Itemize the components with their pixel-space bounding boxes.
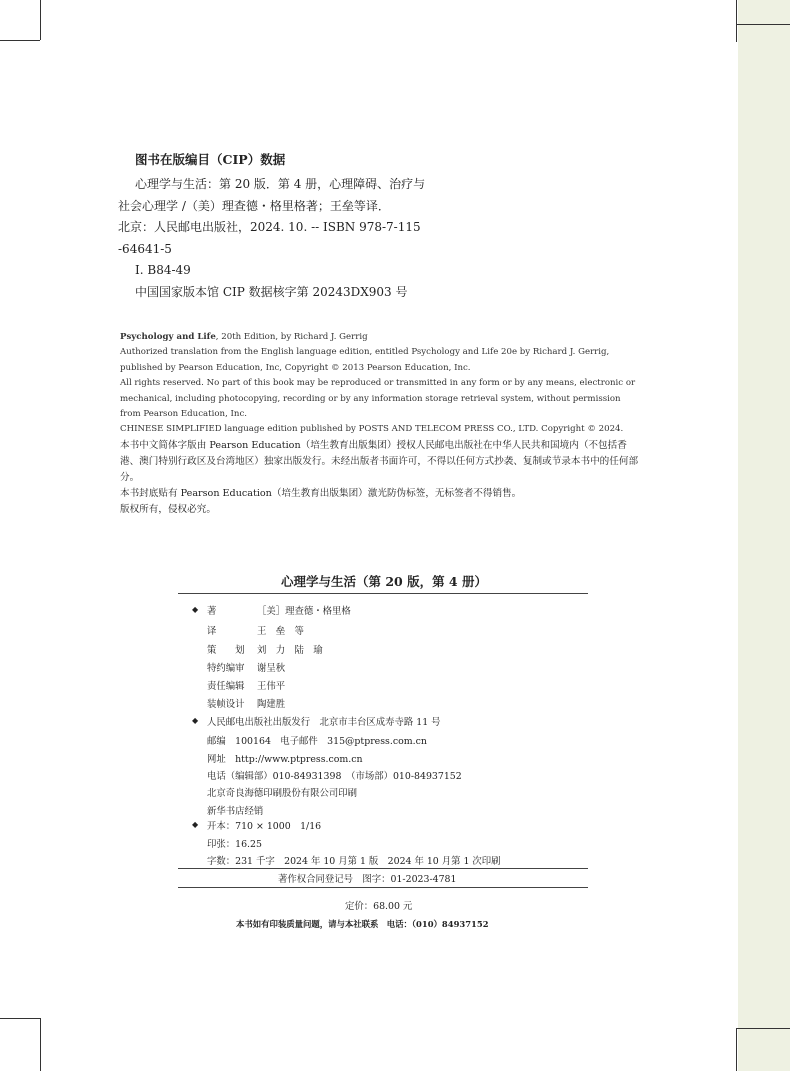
format-line: 开本：710 × 1000 1/16 (207, 821, 322, 832)
words-line: 字数：231 千字 2024 年 10 月第 1 版 2024 年 10 月第 1 次印刷 (207, 856, 501, 867)
cip-line: 中国国家版本馆 CIP 数据核字第 20243DX903 号 (135, 284, 408, 299)
divider (178, 887, 588, 888)
cip-line: Ⅰ. B84-49 (135, 263, 191, 278)
page-edge-strip (738, 0, 790, 1071)
registration-line: 著作权合同登记号 图字：01-2023-4781 (278, 874, 457, 885)
cip-title: 图书在版编目（CIP）数据 (135, 152, 286, 167)
crop-mark (40, 0, 41, 40)
crop-mark (736, 1028, 737, 1071)
credit-row: 策 划 刘 力 陆 瑜 (207, 645, 323, 656)
credit-row: 著 ［美］理查德・格里格 (207, 606, 351, 617)
cip-line: 北京：人民邮电出版社，2024. 10. -- ISBN 978-7-115 (118, 220, 421, 235)
crop-mark (0, 40, 40, 41)
copyright-authorized: Authorized translation from the English language edition, entitled Psychology and Life 20e by Richard J. Gerrig, published by Pearson Education, Inc, Copyright © 2013 Pearson Education, Inc. (120, 347, 610, 373)
credit-row: 译 王 垒 等 (207, 626, 304, 637)
copyright-edition: Psychology and Life, 20th Edition, by Richard J. Gerrig (120, 332, 368, 342)
distributor-line: 新华书店经销 (207, 806, 264, 817)
cip-line: 心理学与生活：第 20 版．第 4 册，心理障碍、治疗与 (135, 177, 426, 191)
copyright-block (120, 330, 640, 518)
phone-line: 电话（编辑部）010-84931398 （市场部）010-84937152 (207, 771, 462, 782)
credit-row: 责任编辑 王伟平 (207, 681, 286, 692)
crop-mark (736, 1028, 790, 1029)
crop-mark (0, 1018, 40, 1019)
bullet-icon: ◆ (192, 716, 199, 725)
printer-line: 北京奇良海德印刷股份有限公司印刷 (207, 788, 358, 799)
cip-line: -64641-5 (118, 241, 172, 256)
quality-contact-footer: 本书如有印装质量问题，请与本社联系 电话：（010）84937152 (236, 919, 489, 929)
copyright-chinese-edition: CHINESE SIMPLIFIED language edition published by POSTS AND TELECOM PRESS CO., LTD. Copyright © 2024. (120, 424, 624, 435)
postcode-line: 邮编 100164 电子邮件 315@ptpress.com.cn (207, 736, 427, 747)
credit-row: 装帧设计 陶建胜 (207, 699, 286, 710)
cip-line: 社会心理学 /（美）理查德・格里格著；王垒等译． (118, 198, 390, 213)
crop-mark (40, 1018, 41, 1071)
book-info-title: 心理学与生活（第 20 版，第 4 册） (280, 574, 487, 589)
credit-row: 特约编审 谢呈秋 (207, 663, 286, 674)
copyright-cn-label: 本书封底贴有 Pearson Education（培生教育出版集团）激光防伪标签，无标签者不得销售。 (120, 487, 522, 499)
copyright-cn-authorization: 本书中文简体字版由 Pearson Education（培生教育出版集团）授权人民邮电出版社在中华人民共和国境内（不包括香港、澳门特别行政区及台湾地区）独家出版发行。未经出版者书面许可，不得以任何方式抄袭、复制或节录本书中的任何部分。 (120, 439, 639, 483)
publisher-line: 人民邮电出版社出版发行 北京市丰台区成寿寺路 11 号 (207, 717, 441, 728)
copyright-cn-rights: 版权所有，侵权必究。 (120, 503, 216, 515)
divider (178, 868, 588, 869)
cip-block (118, 174, 425, 304)
divider (178, 593, 588, 594)
copyright-rights: All rights reserved. No part of this book may be reproduced or transmitted in any form or by any means, electronic or mechanical, including photocopying, recording or by any information storage retrieval system, without permission from Pearson Education, Inc. (120, 378, 636, 420)
bullet-icon: ◆ (192, 605, 199, 614)
website-line: 网址 http://www.ptpress.com.cn (207, 754, 363, 765)
crop-mark (736, 0, 737, 42)
bullet-icon: ◆ (192, 820, 199, 829)
book-name: Psychology and Life (120, 332, 216, 342)
sheets-line: 印张：16.25 (207, 839, 262, 850)
price: 定价：68.00 元 (345, 901, 413, 912)
crop-mark (736, 24, 790, 25)
